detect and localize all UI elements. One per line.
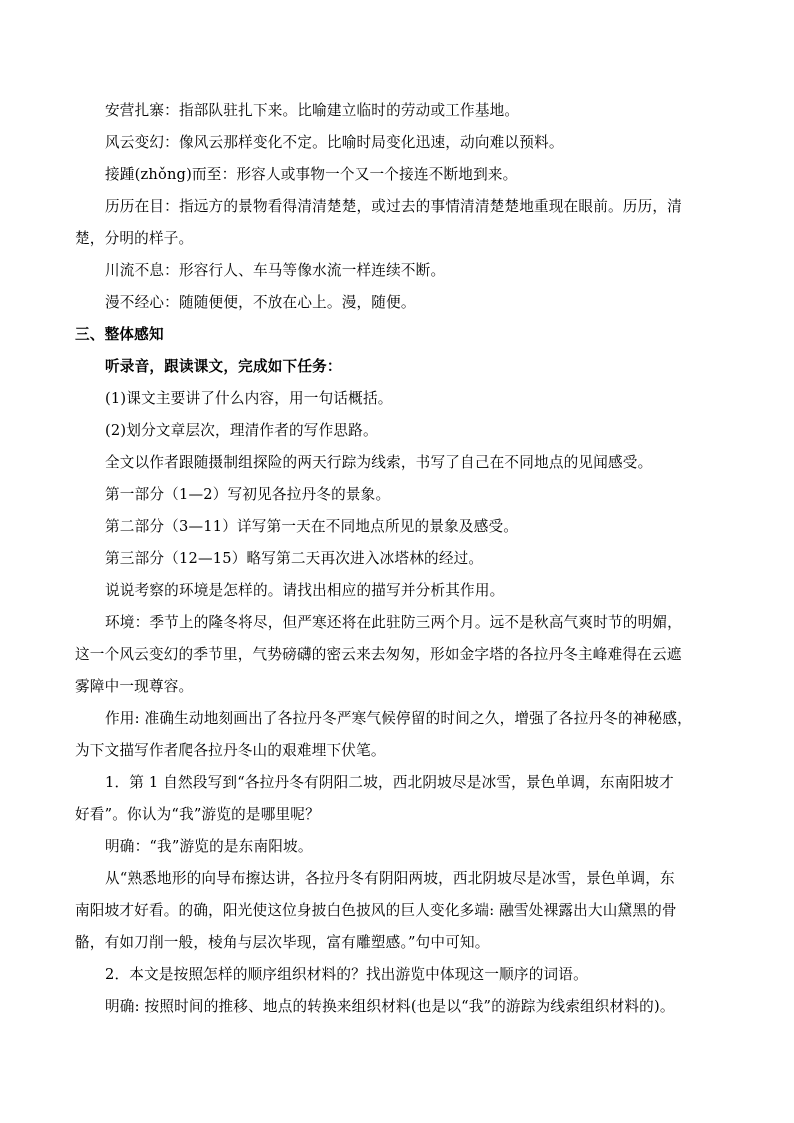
part-1: 第一部分（1—2）写初见各拉丹冬的景象。 [105, 486, 391, 503]
paragraph-clue: 全文以作者跟随摄制组探险的两天行踪为线索，书写了自己在不同地点的见闻感受。 [105, 454, 653, 471]
question-environment: 说说考察的环境是怎样的。请找出相应的描写并分析其作用。 [105, 582, 505, 599]
task-1: (1)课文主要讲了什么内容，用一句话概括。 [105, 390, 393, 407]
vocab-anyingzhazhai: 安营扎寨：指部队驻扎下来。比喻建立临时的劳动或工作基地。 [105, 102, 520, 119]
vocab-lilizaimu: 历历在目：指远方的景物看得清清楚楚，或过去的事情清清楚楚地重现在眼前。历历，清 [105, 198, 682, 215]
task-heading: 听录音，跟读课文，完成如下任务： [105, 358, 342, 375]
vocab-lilizaimu-cont: 楚，分明的样子。 [75, 230, 194, 247]
question-1-line-2: 好看”。你认为“我”游览的是哪里呢？ [75, 806, 320, 823]
part-2: 第二部分（3—11）详写第一天在不同地点所见的景象及感受。 [105, 518, 519, 535]
answer-1: 明确：“我”游览的是东南阳坡。 [105, 838, 313, 855]
quote-line-2: 南阳坡才好看。的确，阳光使这位身披白色披风的巨人变化多端: 融雪处裸露出大山黛黑的骨 [75, 902, 677, 919]
part-3: 第三部分（12—15）略写第二天再次进入冰塔林的经过。 [105, 550, 484, 567]
section-heading: 三、整体感知 [75, 326, 164, 343]
environment-line-1: 环境：季节上的隆冬将尽，但严寒还将在此驻防三两个月。远不是秋高气爽时节的明媚， [105, 614, 682, 631]
vocab-fengyunbianhuan: 风云变幻：像风云那样变化不定。比喻时局变化迅速，动向难以预料。 [105, 134, 564, 151]
answer-2: 明确: 按照时间的推移、地点的转换来组织材料(也是以“我”的游踪为线索组织材料的)。 [105, 998, 675, 1015]
environment-line-2: 这一个风云变幻的季节里，气势磅礴的密云来去匆匆，形如金字塔的各拉丹冬主峰难得在云遮 [75, 646, 682, 663]
vocab-chuanliubuxi: 川流不息：形容行人、车马等像水流一样连续不断。 [105, 262, 446, 279]
task-2: (2)划分文章层次，理清作者的写作思路。 [105, 422, 378, 439]
quote-line-3: 骼，有如刀削一般，棱角与层次毕现，富有雕塑感。”句中可知。 [75, 934, 490, 951]
question-2: 2．本文是按照怎样的顺序组织材料的？找出游览中体现这一顺序的词语。 [105, 966, 588, 983]
vocab-jiezhongerzhi: 接踵(zhǒng)而至：形容人或事物一个又一个接连不断地到来。 [105, 166, 518, 183]
question-1-line-1: 1．第 1 自然段写到“各拉丹冬有阴阳二坡，西北阴坡尽是冰雪，景色单调，东南阳坡才 [105, 774, 674, 791]
effect-line-2: 为下文描写作者爬各拉丹冬山的艰难埋下伏笔。 [75, 742, 386, 759]
vocab-manbujingxin: 漫不经心：随随便便，不放在心上。漫，随便。 [105, 294, 416, 311]
effect-line-1: 作用: 准确生动地刻画出了各拉丹冬严寒气候停留的时间之久，增强了各拉丹冬的神秘感， [105, 710, 692, 727]
quote-line-1: 从“熟悉地形的向导布擦达讲，各拉丹冬有阴阳两坡，西北阴坡尽是冰雪，景色单调，东 [105, 870, 675, 887]
environment-line-3: 雾障中一现尊容。 [75, 678, 194, 695]
